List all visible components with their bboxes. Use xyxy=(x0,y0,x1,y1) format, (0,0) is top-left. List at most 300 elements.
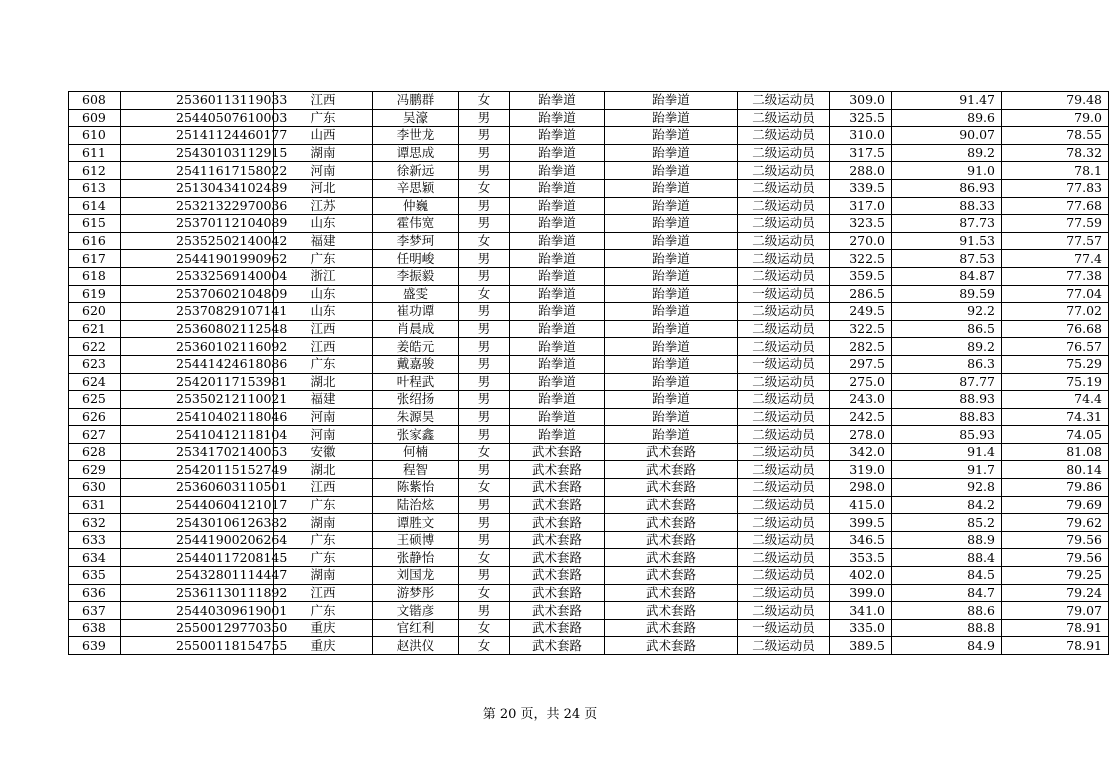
event-cell: 跆拳道 xyxy=(605,338,738,356)
province-cell: 福建 xyxy=(274,232,373,250)
culture-score-cell: 242.5 xyxy=(830,408,892,426)
athlete-level-cell: 二级运动员 xyxy=(738,443,830,461)
sport-cell: 跆拳道 xyxy=(510,179,605,197)
athlete-level-cell: 二级运动员 xyxy=(738,127,830,145)
row-number-cell: 622 xyxy=(69,338,121,356)
event-cell: 武术套路 xyxy=(605,531,738,549)
culture-score-cell: 359.5 xyxy=(830,267,892,285)
row-number-cell: 633 xyxy=(69,531,121,549)
athlete-level-cell: 二级运动员 xyxy=(738,162,830,180)
athlete-level-cell: 一级运动员 xyxy=(738,355,830,373)
sport-score-cell: 91.7 xyxy=(892,461,1002,479)
sport-cell: 跆拳道 xyxy=(510,320,605,338)
event-cell: 武术套路 xyxy=(605,549,738,567)
province-cell: 安徽 xyxy=(274,443,373,461)
event-cell: 跆拳道 xyxy=(605,197,738,215)
sport-cell: 跆拳道 xyxy=(510,408,605,426)
culture-score-cell: 317.0 xyxy=(830,197,892,215)
table-row xyxy=(69,391,1109,409)
culture-score-cell: 415.0 xyxy=(830,496,892,514)
total-score-cell: 77.83 xyxy=(1002,179,1109,197)
candidate-id-cell: 25341702140053 xyxy=(121,443,274,461)
athlete-level-cell: 二级运动员 xyxy=(738,479,830,497)
athlete-level-cell: 二级运动员 xyxy=(738,584,830,602)
athlete-level-cell: 二级运动员 xyxy=(738,250,830,268)
name-cell: 戴嘉骏 xyxy=(373,355,459,373)
row-number-cell: 620 xyxy=(69,303,121,321)
province-cell: 山东 xyxy=(274,303,373,321)
athlete-level-cell: 二级运动员 xyxy=(738,373,830,391)
sport-cell: 武术套路 xyxy=(510,567,605,585)
sport-score-cell: 84.9 xyxy=(892,637,1002,655)
candidate-id-cell: 25141124460177 xyxy=(121,127,274,145)
candidate-id-cell: 25370829107141 xyxy=(121,303,274,321)
name-cell: 叶程武 xyxy=(373,373,459,391)
province-cell: 广东 xyxy=(274,496,373,514)
athlete-level-cell: 一级运动员 xyxy=(738,285,830,303)
event-cell: 武术套路 xyxy=(605,443,738,461)
event-cell: 跆拳道 xyxy=(605,127,738,145)
total-score-cell: 79.25 xyxy=(1002,567,1109,585)
event-cell: 跆拳道 xyxy=(605,391,738,409)
total-score-cell: 79.48 xyxy=(1002,92,1109,110)
row-number-cell: 621 xyxy=(69,320,121,338)
sport-cell: 跆拳道 xyxy=(510,127,605,145)
gender-cell: 女 xyxy=(459,619,510,637)
total-score-cell: 78.1 xyxy=(1002,162,1109,180)
sport-cell: 跆拳道 xyxy=(510,232,605,250)
table-row xyxy=(69,285,1109,303)
name-cell: 任明峻 xyxy=(373,250,459,268)
sport-score-cell: 92.8 xyxy=(892,479,1002,497)
sport-cell: 跆拳道 xyxy=(510,373,605,391)
athlete-level-cell: 二级运动员 xyxy=(738,232,830,250)
table-row xyxy=(69,162,1109,180)
athlete-level-cell: 二级运动员 xyxy=(738,391,830,409)
total-score-cell: 79.0 xyxy=(1002,109,1109,127)
name-cell: 官红利 xyxy=(373,619,459,637)
row-number-cell: 613 xyxy=(69,179,121,197)
culture-score-cell: 322.5 xyxy=(830,250,892,268)
gender-cell: 女 xyxy=(459,285,510,303)
name-cell: 张静怡 xyxy=(373,549,459,567)
province-cell: 广东 xyxy=(274,355,373,373)
table-row xyxy=(69,267,1109,285)
sport-score-cell: 92.2 xyxy=(892,303,1002,321)
athlete-level-cell: 二级运动员 xyxy=(738,461,830,479)
sport-score-cell: 84.5 xyxy=(892,567,1002,585)
sport-cell: 跆拳道 xyxy=(510,162,605,180)
culture-score-cell: 319.0 xyxy=(830,461,892,479)
candidate-id-cell: 25440507610003 xyxy=(121,109,274,127)
candidate-id-cell: 25361130111892 xyxy=(121,584,274,602)
table-row xyxy=(69,549,1109,567)
event-cell: 武术套路 xyxy=(605,461,738,479)
gender-cell: 男 xyxy=(459,461,510,479)
candidate-id-cell: 25352502140042 xyxy=(121,232,274,250)
culture-score-cell: 310.0 xyxy=(830,127,892,145)
event-cell: 跆拳道 xyxy=(605,179,738,197)
culture-score-cell: 297.5 xyxy=(830,355,892,373)
sport-cell: 武术套路 xyxy=(510,479,605,497)
row-number-cell: 632 xyxy=(69,514,121,532)
candidate-id-cell: 25420117153981 xyxy=(121,373,274,391)
sport-cell: 跆拳道 xyxy=(510,426,605,444)
table-row xyxy=(69,567,1109,585)
province-cell: 广东 xyxy=(274,531,373,549)
gender-cell: 男 xyxy=(459,109,510,127)
culture-score-cell: 402.0 xyxy=(830,567,892,585)
name-cell: 文锴彦 xyxy=(373,602,459,620)
gender-cell: 男 xyxy=(459,215,510,233)
gender-cell: 男 xyxy=(459,514,510,532)
total-score-cell: 78.55 xyxy=(1002,127,1109,145)
athlete-level-cell: 二级运动员 xyxy=(738,320,830,338)
candidate-id-cell: 25440604121017 xyxy=(121,496,274,514)
name-cell: 仲巍 xyxy=(373,197,459,215)
table-row xyxy=(69,303,1109,321)
province-cell: 河南 xyxy=(274,162,373,180)
event-cell: 跆拳道 xyxy=(605,215,738,233)
table-row xyxy=(69,443,1109,461)
province-cell: 广东 xyxy=(274,109,373,127)
sport-score-cell: 88.93 xyxy=(892,391,1002,409)
gender-cell: 男 xyxy=(459,197,510,215)
gender-cell: 男 xyxy=(459,355,510,373)
province-cell: 江西 xyxy=(274,584,373,602)
culture-score-cell: 399.0 xyxy=(830,584,892,602)
total-score-cell: 74.31 xyxy=(1002,408,1109,426)
culture-score-cell: 339.5 xyxy=(830,179,892,197)
table-row xyxy=(69,355,1109,373)
row-number-cell: 630 xyxy=(69,479,121,497)
row-number-cell: 637 xyxy=(69,602,121,620)
name-cell: 肖晨成 xyxy=(373,320,459,338)
culture-score-cell: 270.0 xyxy=(830,232,892,250)
candidate-id-cell: 25411617158022 xyxy=(121,162,274,180)
name-cell: 李振毅 xyxy=(373,267,459,285)
total-score-cell: 77.38 xyxy=(1002,267,1109,285)
event-cell: 跆拳道 xyxy=(605,250,738,268)
event-cell: 武术套路 xyxy=(605,637,738,655)
sport-score-cell: 88.33 xyxy=(892,197,1002,215)
athlete-level-cell: 二级运动员 xyxy=(738,567,830,585)
table-row xyxy=(69,479,1109,497)
sport-score-cell: 89.59 xyxy=(892,285,1002,303)
candidate-id-cell: 25370112104089 xyxy=(121,215,274,233)
total-score-cell: 79.86 xyxy=(1002,479,1109,497)
sport-score-cell: 87.73 xyxy=(892,215,1002,233)
sport-score-cell: 91.47 xyxy=(892,92,1002,110)
event-cell: 跆拳道 xyxy=(605,303,738,321)
total-score-cell: 74.05 xyxy=(1002,426,1109,444)
event-cell: 跆拳道 xyxy=(605,267,738,285)
athlete-level-cell: 二级运动员 xyxy=(738,92,830,110)
row-number-cell: 616 xyxy=(69,232,121,250)
sport-score-cell: 86.3 xyxy=(892,355,1002,373)
event-cell: 跆拳道 xyxy=(605,285,738,303)
athlete-level-cell: 二级运动员 xyxy=(738,514,830,532)
culture-score-cell: 335.0 xyxy=(830,619,892,637)
event-cell: 武术套路 xyxy=(605,619,738,637)
total-score-cell: 79.69 xyxy=(1002,496,1109,514)
athlete-level-cell: 二级运动员 xyxy=(738,338,830,356)
candidate-id-cell: 25420115152749 xyxy=(121,461,274,479)
athlete-level-cell: 二级运动员 xyxy=(738,531,830,549)
event-cell: 跆拳道 xyxy=(605,144,738,162)
table-row xyxy=(69,602,1109,620)
row-number-cell: 612 xyxy=(69,162,121,180)
sport-cell: 跆拳道 xyxy=(510,391,605,409)
province-cell: 江苏 xyxy=(274,197,373,215)
sport-score-cell: 87.77 xyxy=(892,373,1002,391)
sport-cell: 武术套路 xyxy=(510,584,605,602)
event-cell: 跆拳道 xyxy=(605,232,738,250)
candidate-id-cell: 25350212110021 xyxy=(121,391,274,409)
event-cell: 跆拳道 xyxy=(605,426,738,444)
name-cell: 程智 xyxy=(373,461,459,479)
total-score-cell: 75.19 xyxy=(1002,373,1109,391)
name-cell: 游梦彤 xyxy=(373,584,459,602)
gender-cell: 男 xyxy=(459,320,510,338)
province-cell: 河南 xyxy=(274,426,373,444)
sport-cell: 跆拳道 xyxy=(510,109,605,127)
sport-score-cell: 86.93 xyxy=(892,179,1002,197)
name-cell: 辛思颖 xyxy=(373,179,459,197)
table-row xyxy=(69,250,1109,268)
event-cell: 跆拳道 xyxy=(605,408,738,426)
candidate-id-cell: 25360802112548 xyxy=(121,320,274,338)
sport-cell: 武术套路 xyxy=(510,531,605,549)
sport-cell: 跆拳道 xyxy=(510,197,605,215)
event-cell: 武术套路 xyxy=(605,567,738,585)
total-score-cell: 81.08 xyxy=(1002,443,1109,461)
athlete-level-cell: 二级运动员 xyxy=(738,197,830,215)
gender-cell: 男 xyxy=(459,391,510,409)
culture-score-cell: 323.5 xyxy=(830,215,892,233)
candidate-id-cell: 25440309619001 xyxy=(121,602,274,620)
row-number-cell: 618 xyxy=(69,267,121,285)
candidate-id-cell: 25360113119033 xyxy=(121,92,274,110)
athlete-level-cell: 二级运动员 xyxy=(738,267,830,285)
sport-score-cell: 84.7 xyxy=(892,584,1002,602)
athlete-level-cell: 二级运动员 xyxy=(738,144,830,162)
culture-score-cell: 353.5 xyxy=(830,549,892,567)
total-score-cell: 75.29 xyxy=(1002,355,1109,373)
gender-cell: 男 xyxy=(459,373,510,391)
sport-score-cell: 84.87 xyxy=(892,267,1002,285)
gender-cell: 男 xyxy=(459,127,510,145)
sport-cell: 跆拳道 xyxy=(510,303,605,321)
table-row xyxy=(69,373,1109,391)
sport-cell: 武术套路 xyxy=(510,602,605,620)
gender-cell: 女 xyxy=(459,637,510,655)
sport-cell: 跆拳道 xyxy=(510,250,605,268)
row-number-cell: 624 xyxy=(69,373,121,391)
results-table xyxy=(68,91,1109,655)
candidate-id-cell: 25370602104809 xyxy=(121,285,274,303)
table-row xyxy=(69,637,1109,655)
culture-score-cell: 275.0 xyxy=(830,373,892,391)
athlete-level-cell: 二级运动员 xyxy=(738,602,830,620)
table-row xyxy=(69,320,1109,338)
gender-cell: 男 xyxy=(459,602,510,620)
gender-cell: 女 xyxy=(459,549,510,567)
culture-score-cell: 322.5 xyxy=(830,320,892,338)
table-row xyxy=(69,144,1109,162)
total-score-cell: 77.4 xyxy=(1002,250,1109,268)
row-number-cell: 611 xyxy=(69,144,121,162)
row-number-cell: 614 xyxy=(69,197,121,215)
sport-score-cell: 88.8 xyxy=(892,619,1002,637)
total-score-cell: 76.68 xyxy=(1002,320,1109,338)
table-row xyxy=(69,92,1109,110)
culture-score-cell: 286.5 xyxy=(830,285,892,303)
gender-cell: 女 xyxy=(459,479,510,497)
province-cell: 湖北 xyxy=(274,461,373,479)
culture-score-cell: 282.5 xyxy=(830,338,892,356)
sport-score-cell: 86.5 xyxy=(892,320,1002,338)
total-score-cell: 79.56 xyxy=(1002,549,1109,567)
row-number-cell: 634 xyxy=(69,549,121,567)
candidate-id-cell: 25130434102489 xyxy=(121,179,274,197)
sport-score-cell: 89.2 xyxy=(892,144,1002,162)
results-table-container xyxy=(68,91,1102,655)
province-cell: 山东 xyxy=(274,285,373,303)
sport-cell: 武术套路 xyxy=(510,619,605,637)
gender-cell: 男 xyxy=(459,303,510,321)
table-row xyxy=(69,179,1109,197)
candidate-id-cell: 25360603110501 xyxy=(121,479,274,497)
name-cell: 张家鑫 xyxy=(373,426,459,444)
row-number-cell: 610 xyxy=(69,127,121,145)
table-row xyxy=(69,408,1109,426)
name-cell: 赵洪仪 xyxy=(373,637,459,655)
event-cell: 武术套路 xyxy=(605,479,738,497)
row-number-cell: 617 xyxy=(69,250,121,268)
name-cell: 何楠 xyxy=(373,443,459,461)
total-score-cell: 79.56 xyxy=(1002,531,1109,549)
gender-cell: 女 xyxy=(459,179,510,197)
row-number-cell: 625 xyxy=(69,391,121,409)
province-cell: 湖北 xyxy=(274,373,373,391)
culture-score-cell: 342.0 xyxy=(830,443,892,461)
sport-cell: 跆拳道 xyxy=(510,215,605,233)
province-cell: 江西 xyxy=(274,338,373,356)
row-number-cell: 608 xyxy=(69,92,121,110)
sport-score-cell: 90.07 xyxy=(892,127,1002,145)
total-score-cell: 77.57 xyxy=(1002,232,1109,250)
row-number-cell: 628 xyxy=(69,443,121,461)
table-row xyxy=(69,232,1109,250)
row-number-cell: 615 xyxy=(69,215,121,233)
table-row xyxy=(69,109,1109,127)
sport-score-cell: 88.6 xyxy=(892,602,1002,620)
name-cell: 崔功谭 xyxy=(373,303,459,321)
table-body xyxy=(69,92,1109,655)
sport-score-cell: 84.2 xyxy=(892,496,1002,514)
sport-cell: 跆拳道 xyxy=(510,267,605,285)
culture-score-cell: 298.0 xyxy=(830,479,892,497)
province-cell: 山西 xyxy=(274,127,373,145)
event-cell: 武术套路 xyxy=(605,496,738,514)
province-cell: 江西 xyxy=(274,320,373,338)
athlete-level-cell: 二级运动员 xyxy=(738,109,830,127)
gender-cell: 男 xyxy=(459,144,510,162)
candidate-id-cell: 25430103112915 xyxy=(121,144,274,162)
name-cell: 李世龙 xyxy=(373,127,459,145)
culture-score-cell: 389.5 xyxy=(830,637,892,655)
row-number-cell: 627 xyxy=(69,426,121,444)
total-score-cell: 77.02 xyxy=(1002,303,1109,321)
candidate-id-cell: 25432801114447 xyxy=(121,567,274,585)
candidate-id-cell: 25441900206264 xyxy=(121,531,274,549)
sport-score-cell: 88.9 xyxy=(892,531,1002,549)
province-cell: 湖南 xyxy=(274,144,373,162)
gender-cell: 男 xyxy=(459,531,510,549)
province-cell: 河北 xyxy=(274,179,373,197)
candidate-id-cell: 25430106126382 xyxy=(121,514,274,532)
event-cell: 跆拳道 xyxy=(605,373,738,391)
row-number-cell: 609 xyxy=(69,109,121,127)
sport-cell: 跆拳道 xyxy=(510,338,605,356)
athlete-level-cell: 二级运动员 xyxy=(738,549,830,567)
name-cell: 谭胜文 xyxy=(373,514,459,532)
row-number-cell: 619 xyxy=(69,285,121,303)
sport-cell: 跆拳道 xyxy=(510,92,605,110)
table-row xyxy=(69,531,1109,549)
event-cell: 武术套路 xyxy=(605,602,738,620)
candidate-id-cell: 25500118154755 xyxy=(121,637,274,655)
sport-cell: 武术套路 xyxy=(510,514,605,532)
total-score-cell: 77.04 xyxy=(1002,285,1109,303)
table-row xyxy=(69,127,1109,145)
candidate-id-cell: 25410412118104 xyxy=(121,426,274,444)
province-cell: 江西 xyxy=(274,479,373,497)
total-score-cell: 76.57 xyxy=(1002,338,1109,356)
row-number-cell: 631 xyxy=(69,496,121,514)
culture-score-cell: 309.0 xyxy=(830,92,892,110)
name-cell: 王硕博 xyxy=(373,531,459,549)
name-cell: 盛雯 xyxy=(373,285,459,303)
total-score-cell: 74.4 xyxy=(1002,391,1109,409)
athlete-level-cell: 二级运动员 xyxy=(738,303,830,321)
province-cell: 浙江 xyxy=(274,267,373,285)
table-row xyxy=(69,215,1109,233)
gender-cell: 女 xyxy=(459,584,510,602)
province-cell: 山东 xyxy=(274,215,373,233)
sport-cell: 武术套路 xyxy=(510,496,605,514)
table-row xyxy=(69,514,1109,532)
athlete-level-cell: 二级运动员 xyxy=(738,496,830,514)
sport-score-cell: 88.83 xyxy=(892,408,1002,426)
name-cell: 徐新远 xyxy=(373,162,459,180)
gender-cell: 男 xyxy=(459,162,510,180)
culture-score-cell: 341.0 xyxy=(830,602,892,620)
province-cell: 福建 xyxy=(274,391,373,409)
name-cell: 朱源昊 xyxy=(373,408,459,426)
total-score-cell: 79.62 xyxy=(1002,514,1109,532)
row-number-cell: 635 xyxy=(69,567,121,585)
candidate-id-cell: 25332569140004 xyxy=(121,267,274,285)
province-cell: 湖南 xyxy=(274,514,373,532)
event-cell: 武术套路 xyxy=(605,584,738,602)
event-cell: 跆拳道 xyxy=(605,320,738,338)
name-cell: 谭思成 xyxy=(373,144,459,162)
athlete-level-cell: 一级运动员 xyxy=(738,619,830,637)
gender-cell: 男 xyxy=(459,426,510,444)
sport-cell: 跆拳道 xyxy=(510,355,605,373)
